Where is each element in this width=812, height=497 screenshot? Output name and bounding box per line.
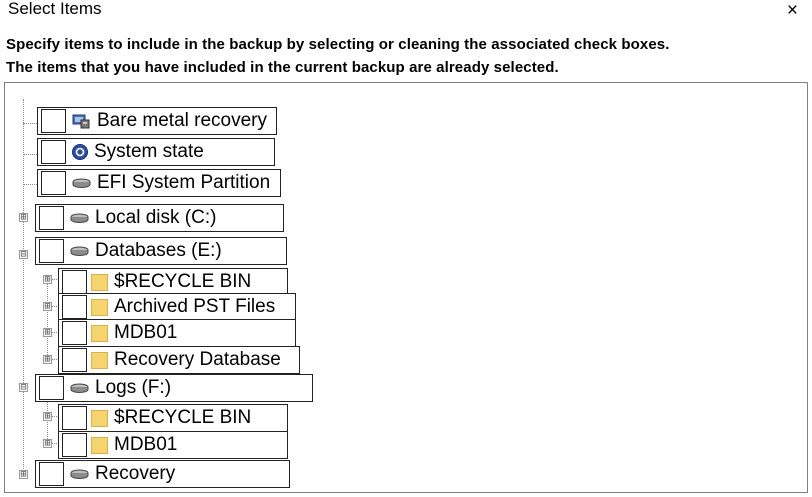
tree-item-label: System state <box>94 141 204 162</box>
tree-item-mdb01[interactable] <box>58 319 296 347</box>
tree-item-label: Recovery Database <box>114 349 281 370</box>
checkbox[interactable] <box>41 171 66 195</box>
tree-item-bare-metal-recovery[interactable] <box>37 107 277 135</box>
tree-item-label: Databases (E:) <box>95 240 222 261</box>
expand-icon[interactable]: ⊞ <box>44 411 51 422</box>
collapse-icon[interactable]: ⊟ <box>20 382 27 393</box>
checkbox[interactable] <box>62 406 87 430</box>
expand-icon[interactable]: ⊞ <box>44 274 51 285</box>
tree-connector <box>23 184 37 185</box>
tree-item-label: EFI System Partition <box>97 172 271 193</box>
tree-item-label: MDB01 <box>114 434 178 455</box>
tree-item-label: Archived PST Files <box>114 296 276 317</box>
tree-item-label: MDB01 <box>114 322 178 343</box>
tree-item-recovery-database[interactable] <box>58 346 300 374</box>
tree-item-recovery[interactable] <box>35 460 290 488</box>
checkbox[interactable] <box>41 109 66 133</box>
checkbox[interactable] <box>39 239 64 263</box>
tree-item-label: Local disk (C:) <box>95 207 217 228</box>
tree-connector <box>23 154 37 155</box>
expand-icon[interactable]: ⊞ <box>44 301 51 312</box>
folder-icon <box>91 325 108 342</box>
checkbox[interactable] <box>39 462 64 486</box>
expand-icon[interactable]: ⊞ <box>44 438 51 449</box>
checkbox[interactable] <box>62 270 87 294</box>
folder-icon <box>91 410 108 427</box>
tree-item-mdb01[interactable] <box>58 431 288 459</box>
drive-icon <box>70 469 89 479</box>
tree-item-recycle-bin[interactable] <box>58 404 288 432</box>
tree-item-efi-system-partition[interactable] <box>37 169 281 197</box>
tree-item-archived-pst-files[interactable] <box>58 293 296 321</box>
checkbox[interactable] <box>62 295 87 319</box>
folder-icon <box>91 299 108 316</box>
tree-item-label: $RECYCLE BIN <box>114 407 252 428</box>
close-icon[interactable]: × <box>786 0 798 21</box>
expand-icon[interactable]: ⊞ <box>20 212 27 223</box>
drive-icon <box>72 178 91 188</box>
instruction-line-2: The items that you have included in the current backup are already selected. <box>6 59 559 76</box>
expand-icon[interactable]: ⊞ <box>20 469 27 480</box>
expand-icon[interactable]: ⊞ <box>44 327 51 338</box>
folder-icon <box>91 437 108 454</box>
tree-item-label: $RECYCLE BIN <box>114 271 252 292</box>
folder-icon <box>91 352 108 369</box>
tree-connector <box>23 123 37 124</box>
tree-item-label: Logs (F:) <box>95 377 172 398</box>
system-state-icon <box>72 144 88 160</box>
tree-item-databases-e[interactable] <box>35 237 287 265</box>
instruction-line-1: Specify items to include in the backup by selecting or cleaning the associated check boxes. <box>6 36 670 53</box>
drive-icon <box>70 383 89 393</box>
tree-item-label: Bare metal recovery <box>97 110 268 131</box>
drive-icon <box>70 213 89 223</box>
bare-metal-icon <box>72 113 91 129</box>
tree-item-recycle-bin[interactable] <box>58 268 288 296</box>
tree-item-system-state[interactable] <box>37 138 275 166</box>
dialog-title: Select Items <box>8 0 102 18</box>
checkbox[interactable] <box>39 376 64 400</box>
checkbox[interactable] <box>62 348 87 372</box>
items-tree[interactable] <box>4 82 808 493</box>
checkbox[interactable] <box>41 140 66 164</box>
folder-icon <box>91 274 108 291</box>
checkbox[interactable] <box>62 433 87 457</box>
drive-icon <box>70 246 89 256</box>
expand-icon[interactable]: ⊞ <box>44 354 51 365</box>
tree-connector <box>23 99 24 475</box>
collapse-icon[interactable]: ⊟ <box>20 249 27 260</box>
checkbox[interactable] <box>39 206 64 230</box>
tree-connector <box>47 279 48 359</box>
tree-item-local-disk-c[interactable] <box>35 204 284 232</box>
checkbox[interactable] <box>62 321 87 345</box>
tree-item-logs-f[interactable] <box>35 374 313 402</box>
tree-item-label: Recovery <box>95 463 176 484</box>
